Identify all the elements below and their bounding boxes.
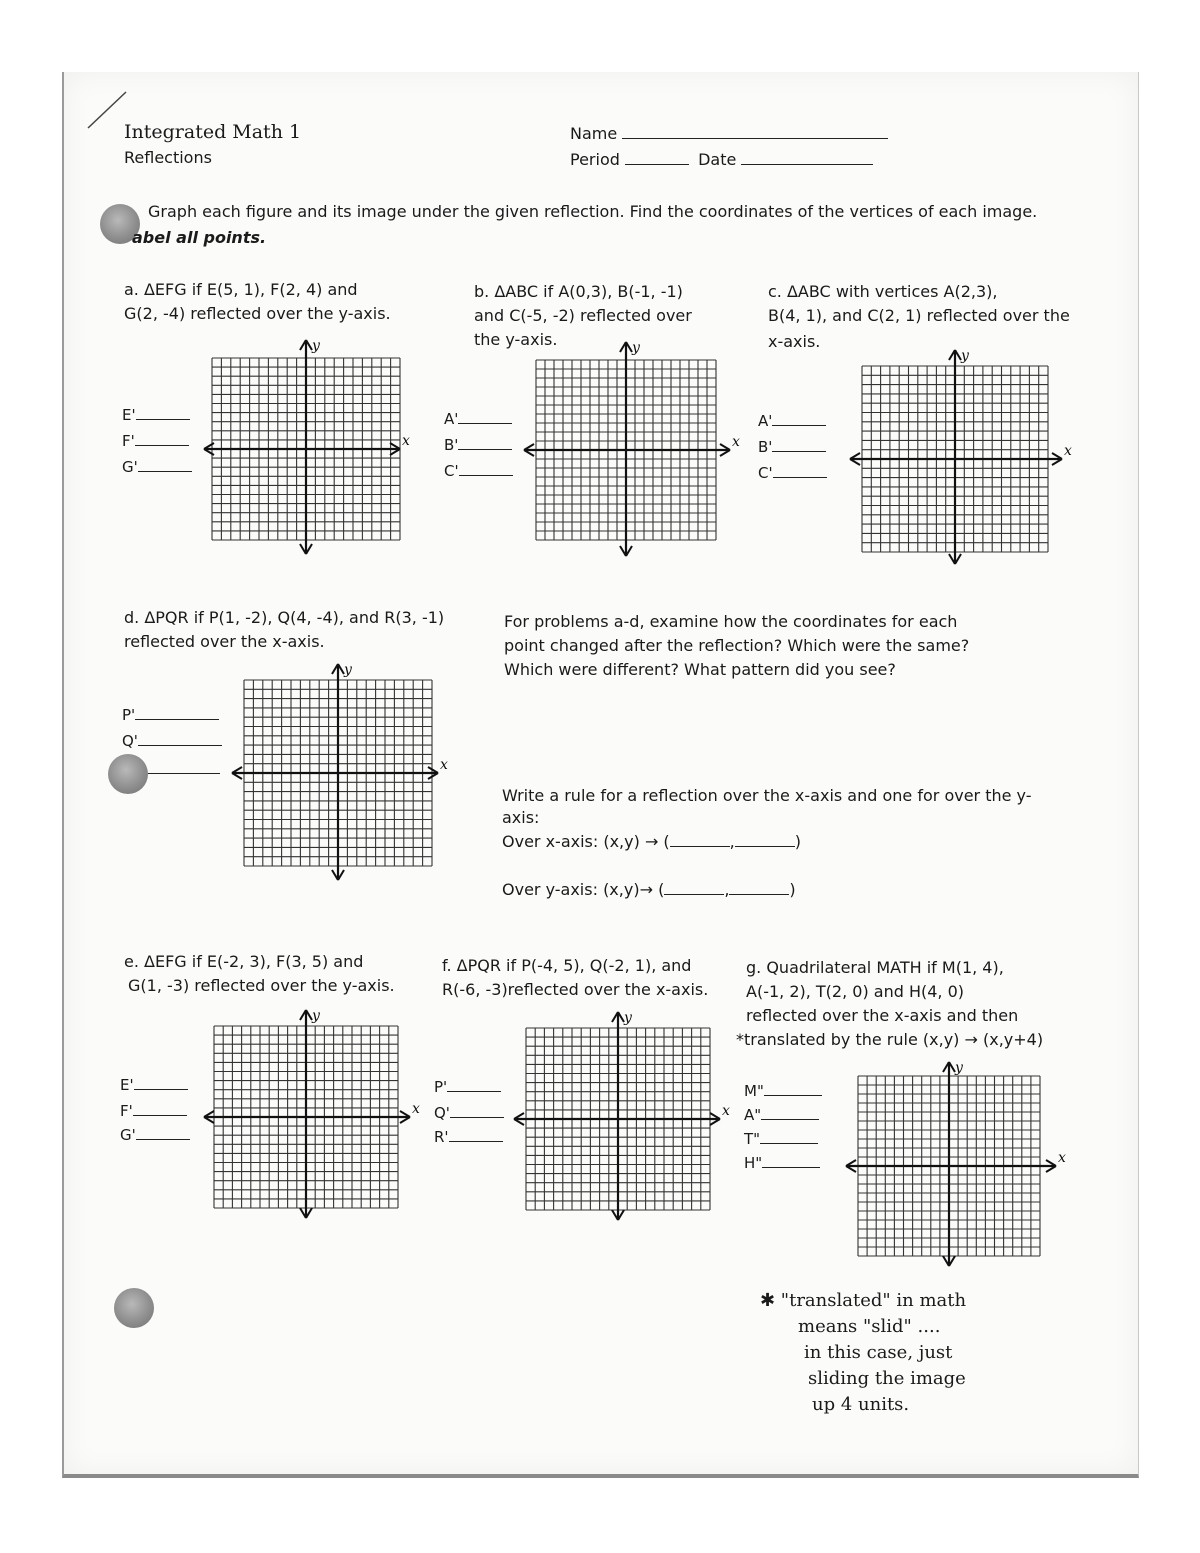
problem-c-answer-a[interactable]: A' <box>758 408 826 434</box>
problem-b-answer-a[interactable]: A' <box>444 406 512 432</box>
y-axis-label: y <box>955 1060 963 1076</box>
problem-g-answer-a[interactable]: A" <box>744 1102 819 1128</box>
problem-c-line-1: c. ΔABC with vertices A(2,3), <box>768 282 998 301</box>
x-axis-label: x <box>412 1101 420 1117</box>
problem-a-answer-g[interactable]: G' <box>122 454 192 480</box>
coordinate-grid-f[interactable] <box>510 1008 732 1228</box>
y-axis-label: y <box>312 1008 320 1024</box>
pattern-question-line-2: point changed after the reflection? Which were the same? <box>504 636 970 655</box>
problem-e-line-2: G(1, -3) reflected over the y-axis. <box>128 976 395 995</box>
problem-d-line-1: d. ΔPQR if P(1, -2), Q(4, -4), and R(3, -1) <box>124 608 445 627</box>
course-title: Integrated Math 1 <box>124 121 302 143</box>
handwritten-note-line-4: sliding the image <box>808 1368 966 1389</box>
problem-f-answer-q[interactable]: Q' <box>434 1100 504 1126</box>
x-axis-label: x <box>440 757 448 773</box>
coordinate-grid-g[interactable] <box>842 1058 1068 1274</box>
problem-d-line-2: reflected over the x-axis. <box>124 632 325 651</box>
problem-f-line-1: f. ΔPQR if P(-4, 5), Q(-2, 1), and <box>442 956 692 975</box>
handwritten-note-line-5: up 4 units. <box>812 1394 910 1415</box>
problem-a-line-1: a. ΔEFG if E(5, 1), F(2, 4) and <box>124 280 358 299</box>
problem-g-answer-m[interactable]: M" <box>744 1078 822 1104</box>
date-label: Date <box>698 150 737 169</box>
instructions-line-1: Graph each figure and its image under the given reflection. Find the coordinates of the vertices of each image. <box>148 202 1038 221</box>
period-date-field[interactable] <box>570 148 873 172</box>
coordinate-grid-b[interactable] <box>520 338 742 564</box>
y-axis-label: y <box>961 348 969 364</box>
rule-y-blank-2[interactable] <box>729 880 789 895</box>
y-axis-label: y <box>624 1010 632 1026</box>
pattern-question-line-1: For problems a-d, examine how the coordinates for each <box>504 612 958 631</box>
x-axis-label: x <box>1064 443 1072 459</box>
handwritten-note-line-2: means "slid" .... <box>798 1316 941 1337</box>
problem-d-answer-r[interactable] <box>148 756 220 782</box>
problem-f-answer-r[interactable]: R' <box>434 1124 503 1150</box>
period-label: Period <box>570 150 620 169</box>
coordinate-grid-e[interactable] <box>200 1006 422 1226</box>
problem-g-line-2: A(-1, 2), T(2, 0) and H(4, 0) <box>746 982 965 1001</box>
problem-a-line-2: G(2, -4) reflected over the y-axis. <box>124 304 391 323</box>
problem-b-line-2: and C(-5, -2) reflected over <box>474 306 692 325</box>
rule-y-blank-1[interactable] <box>664 880 724 895</box>
problem-f-answer-p[interactable]: P' <box>434 1074 501 1100</box>
problem-e-answer-e[interactable]: E' <box>120 1072 188 1098</box>
coordinate-grid-a[interactable] <box>200 336 412 562</box>
problem-b-line-3: the y-axis. <box>474 330 558 349</box>
problem-b-line-1: b. ΔABC if A(0,3), B(-1, -1) <box>474 282 683 301</box>
problem-e-line-1: e. ΔEFG if E(-2, 3), F(3, 5) and <box>124 952 364 971</box>
name-field[interactable] <box>570 122 888 146</box>
problem-g-line-1: g. Quadrilateral MATH if M(1, 4), <box>746 958 1004 977</box>
problem-c-line-2: B(4, 1), and C(2, 1) reflected over the <box>768 306 1070 325</box>
pattern-question-line-3: Which were different? What pattern did you see? <box>504 660 896 679</box>
problem-b-answer-b[interactable]: B' <box>444 432 512 458</box>
y-axis-label: y <box>344 662 352 678</box>
problem-f-line-2: R(-6, -3)reflected over the x-axis. <box>442 980 709 999</box>
problem-g-answer-t[interactable]: T" <box>744 1126 818 1152</box>
problem-b-answer-c[interactable]: C' <box>444 458 513 484</box>
rule-over-x-axis[interactable]: Over x-axis: (x,y) → ( , ) <box>502 832 802 851</box>
problem-c-answer-b[interactable]: B' <box>758 434 826 460</box>
problem-a-answer-e[interactable]: E' <box>122 402 190 428</box>
problem-d-answer-q[interactable]: Q' <box>122 728 222 754</box>
rule-question-line-1: Write a rule for a reflection over the x-axis and one for over the y- <box>502 786 1032 805</box>
x-axis-label: x <box>1058 1150 1066 1166</box>
handwritten-note-line-1: ✱ "translated" in math <box>760 1290 967 1311</box>
instructions-line-2: abel all points. <box>132 228 267 247</box>
y-axis-label: y <box>632 340 640 356</box>
problem-g-answer-h[interactable]: H" <box>744 1150 820 1176</box>
rule-x-blank-1[interactable] <box>670 832 730 847</box>
x-axis-label: x <box>402 433 410 449</box>
coordinate-grid-c[interactable] <box>846 346 1074 572</box>
problem-c-answer-c[interactable]: C' <box>758 460 827 486</box>
problem-c-line-3: x-axis. <box>768 332 821 351</box>
problem-e-answer-f[interactable]: F' <box>120 1098 187 1124</box>
date-blank[interactable] <box>741 150 873 165</box>
problem-e-answer-g[interactable]: G' <box>120 1122 190 1148</box>
punch-hole-bottom <box>114 1288 154 1328</box>
problem-g-line-3: reflected over the x-axis and then <box>746 1006 1019 1025</box>
y-axis-label: y <box>312 338 320 354</box>
rule-over-y-axis[interactable]: Over y-axis: (x,y)→ ( , ) <box>502 880 796 899</box>
punch-hole-middle <box>108 754 148 794</box>
period-blank[interactable] <box>625 150 689 165</box>
problem-g-line-4: *translated by the rule (x,y) → (x,y+4) <box>736 1030 1044 1049</box>
name-label: Name <box>570 124 618 143</box>
problem-d-answer-p[interactable]: P' <box>122 702 219 728</box>
x-axis-label: x <box>722 1103 730 1119</box>
x-axis-label: x <box>732 434 740 450</box>
topic-title: Reflections <box>124 148 212 167</box>
coordinate-grid-d[interactable] <box>228 660 450 888</box>
name-blank[interactable] <box>622 124 888 139</box>
rule-x-blank-2[interactable] <box>735 832 795 847</box>
rule-question-line-2: axis: <box>502 808 540 827</box>
problem-a-answer-f[interactable]: F' <box>122 428 189 454</box>
handwritten-note-line-3: in this case, just <box>804 1342 953 1363</box>
